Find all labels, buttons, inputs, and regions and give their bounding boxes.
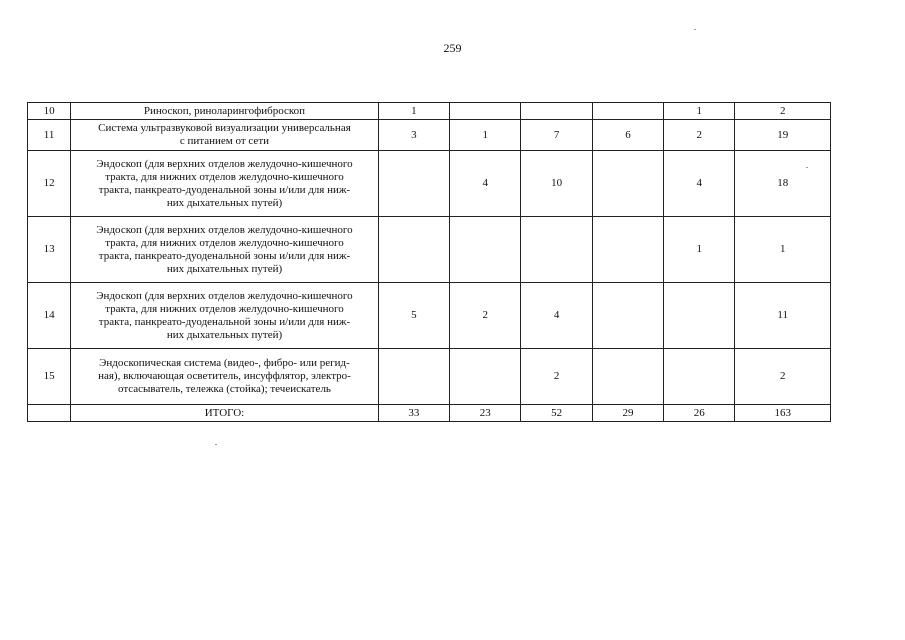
page-number: 259: [443, 41, 462, 55]
quantity-cell: [450, 349, 521, 405]
quantity-cell: [378, 217, 449, 283]
quantity-cell: [664, 283, 735, 349]
quantity-cell: 7: [521, 120, 592, 151]
equipment-name-line: Эндоскоп (для верхних отделов желудочно-кишечного: [96, 289, 353, 302]
quantity-cell: 19: [735, 120, 831, 151]
table-row: [28, 283, 831, 349]
equipment-name-line: тракта, панкреато-дуоденальной зоны и/или для ниж-: [98, 249, 351, 262]
quantity-cell: 4: [450, 151, 521, 217]
table-row: [28, 349, 831, 405]
equipment-name-line: отсасыватель, тележка (стойка); течеискатель: [117, 383, 331, 395]
equipment-name-line: Эндоскопическая система (видео-, фибро- или регид-: [99, 357, 350, 369]
scan-speck: [806, 167, 808, 168]
row-number: 13: [28, 217, 71, 283]
equipment-name: [71, 217, 379, 283]
row-number: 12: [28, 151, 71, 217]
quantity-cell: 1: [735, 217, 831, 283]
total-number-cell: [28, 405, 71, 422]
equipment-name-line: Система ультразвуковой визуализации универсальная: [98, 122, 351, 134]
row-number: 14: [28, 283, 71, 349]
quantity-cell: 10: [521, 151, 592, 217]
equipment-name: [71, 151, 379, 217]
total-value: 52: [521, 405, 592, 422]
row-number: 10: [28, 103, 71, 120]
equipment-name-line: них дыхательных путей): [166, 328, 283, 341]
quantity-cell: [521, 103, 592, 120]
quantity-cell: [592, 217, 663, 283]
quantity-cell: [592, 151, 663, 217]
quantity-cell: [664, 349, 735, 405]
equipment-name-line: них дыхательных путей): [166, 196, 283, 209]
quantity-cell: 2: [664, 120, 735, 151]
equipment-name: [71, 120, 379, 151]
quantity-cell: 2: [521, 349, 592, 405]
quantity-cell: 1: [378, 103, 449, 120]
total-value: 23: [450, 405, 521, 422]
table-row: [28, 217, 831, 283]
equipment-name-line: тракта, панкреато-дуоденальной зоны и/или для ниж-: [98, 315, 351, 328]
table-row: [28, 120, 831, 151]
equipment-name-line: с питанием от сети: [179, 135, 270, 147]
quantity-cell: [450, 103, 521, 120]
equipment-name-line: тракта, для нижних отделов желудочно-кишечного: [105, 302, 344, 315]
quantity-cell: 2: [735, 349, 831, 405]
quantity-cell: [378, 151, 449, 217]
equipment-name-line: Эндоскоп (для верхних отделов желудочно-кишечного: [96, 157, 353, 170]
table-row: [28, 151, 831, 217]
equipment-name: [71, 283, 379, 349]
equipment-name-line: тракта, панкреато-дуоденальной зоны и/или для ниж-: [98, 183, 351, 196]
total-value: 26: [664, 405, 735, 422]
quantity-cell: 5: [378, 283, 449, 349]
equipment-name-line: тракта, для нижних отделов желудочно-кишечного: [105, 170, 344, 183]
quantity-cell: [592, 283, 663, 349]
quantity-cell: 3: [378, 120, 449, 151]
scan-speck: [215, 444, 217, 445]
row-number: 11: [28, 120, 71, 151]
quantity-cell: 1: [450, 120, 521, 151]
table-row: [28, 103, 831, 120]
quantity-cell: [592, 103, 663, 120]
total-label: ИТОГО:: [71, 405, 379, 422]
row-number: 15: [28, 349, 71, 405]
equipment-table: [27, 102, 831, 422]
total-value: 29: [592, 405, 663, 422]
quantity-cell: 2: [735, 103, 831, 120]
quantity-cell: 6: [592, 120, 663, 151]
quantity-cell: 4: [521, 283, 592, 349]
quantity-cell: [378, 349, 449, 405]
quantity-cell: 1: [664, 103, 735, 120]
total-value: 33: [378, 405, 449, 422]
equipment-name: [71, 349, 379, 405]
equipment-name-line: тракта, для нижних отделов желудочно-кишечного: [105, 236, 344, 249]
equipment-name-line: них дыхательных путей): [166, 262, 283, 275]
quantity-cell: 1: [664, 217, 735, 283]
quantity-cell: [450, 217, 521, 283]
quantity-cell: [521, 217, 592, 283]
quantity-cell: 11: [735, 283, 831, 349]
quantity-cell: 4: [664, 151, 735, 217]
total-row: [28, 405, 831, 422]
equipment-table-body: [28, 103, 831, 422]
quantity-cell: 18: [735, 151, 831, 217]
equipment-name-line: ная), включающая осветитель, инсуффлятор, электро-: [98, 370, 351, 382]
equipment-name-line: Эндоскоп (для верхних отделов желудочно-кишечного: [96, 223, 353, 236]
equipment-name-line: Риноскоп, риноларингофиброскоп: [143, 104, 306, 117]
total-value: 163: [735, 405, 831, 422]
quantity-cell: 2: [450, 283, 521, 349]
quantity-cell: [592, 349, 663, 405]
scan-speck: [694, 29, 696, 30]
equipment-name: [71, 103, 379, 120]
